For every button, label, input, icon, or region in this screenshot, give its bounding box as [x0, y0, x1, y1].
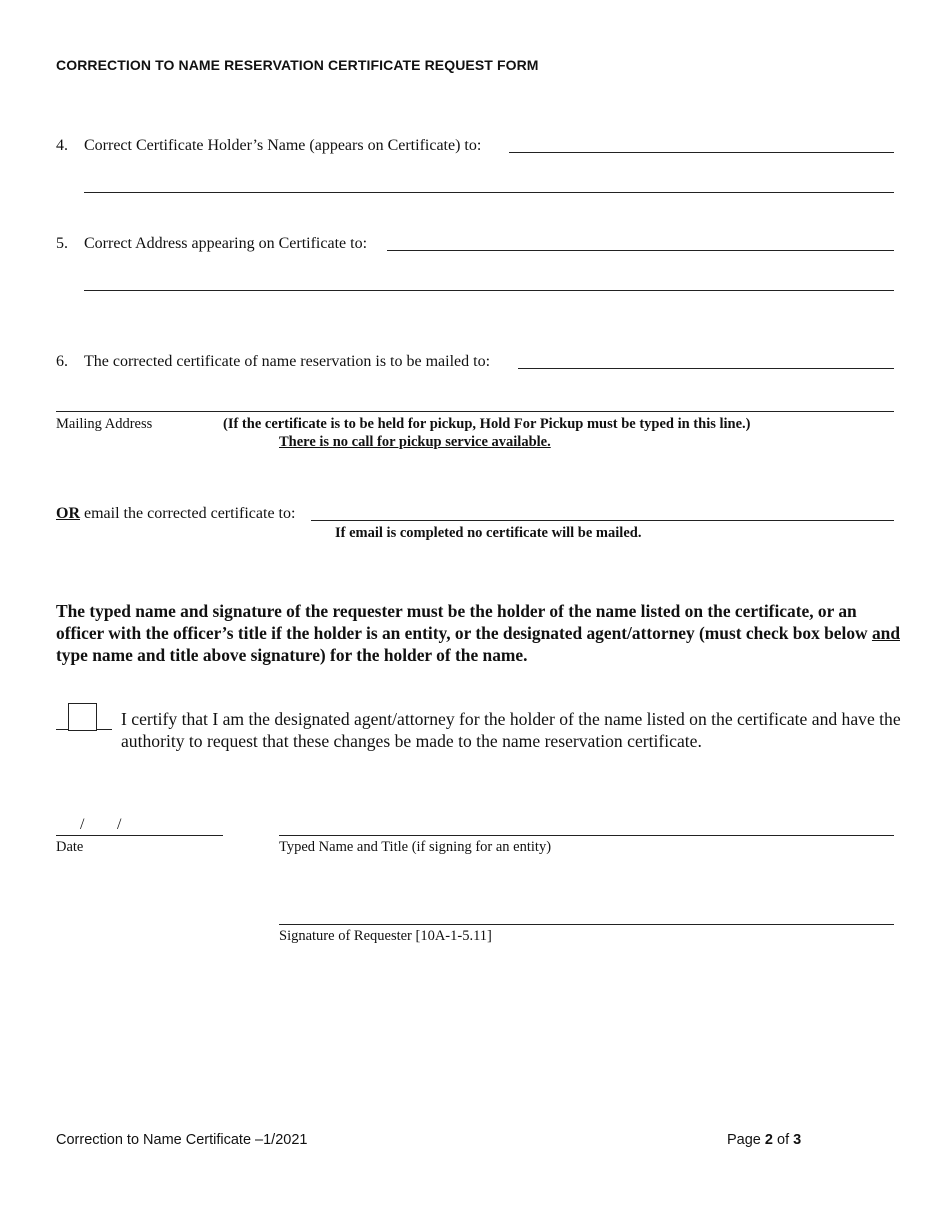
date-slash-1: /: [80, 816, 85, 833]
item-5-number: 5.: [56, 235, 68, 252]
page-current: 2: [764, 1132, 773, 1148]
item-5: [56, 235, 367, 253]
holder-name-field-line2[interactable]: [84, 192, 894, 193]
footer-page-number: [727, 1132, 801, 1148]
item-4-label: Correct Certificate Holder’s Name (appears on Certificate) to:: [84, 137, 482, 154]
mailing-address-label: Mailing Address: [56, 416, 153, 432]
requirement-paragraph: [56, 600, 901, 666]
item-4: [56, 137, 481, 155]
date-field[interactable]: [56, 835, 223, 836]
email-label: email the corrected certificate to:: [84, 505, 296, 522]
of-word: of: [777, 1132, 790, 1148]
item-6-number: 6.: [56, 353, 68, 370]
or-label: OR: [56, 505, 80, 522]
agent-certify-checkbox[interactable]: [68, 703, 97, 731]
page-word: Page: [727, 1132, 761, 1148]
requirement-and: and: [871, 623, 900, 643]
signature-field[interactable]: [279, 924, 894, 925]
form-title: CORRECTION TO NAME RESERVATION CERTIFICATE REQUEST FORM: [56, 57, 539, 73]
address-field-line2[interactable]: [84, 290, 894, 291]
date-slash-2: /: [117, 816, 122, 833]
email-note: If email is completed no certificate will be mailed.: [335, 525, 642, 541]
item-6-label: The corrected certificate of name reservation is to be mailed to:: [84, 353, 491, 370]
typed-name-field[interactable]: [279, 835, 894, 836]
item-6: [56, 353, 490, 371]
pickup-note: (If the certificate is to be held for pickup, Hold For Pickup must be typed in this line.): [223, 416, 751, 432]
certify-statement: I certify that I am the designated agent/attorney for the holder of the name listed on the certificate and have the authority to request that these changes be made to the name reservation certificate.: [121, 709, 901, 751]
footer-form-version: Correction to Name Certificate –1/2021: [56, 1132, 308, 1148]
address-field[interactable]: [387, 250, 894, 251]
no-pickup-service-note: There is no call for pickup service available.: [279, 434, 551, 450]
mailing-address-field[interactable]: [56, 411, 894, 412]
holder-name-field[interactable]: [509, 152, 894, 153]
requirement-text-2: type name and title above signature) for the holder of the name.: [56, 645, 528, 665]
email-line: [56, 505, 295, 523]
requirement-text-1: The typed name and signature of the requester must be the holder of the name listed on the certificate, or an officer with the officer’s title if the holder is an entity, or the designated agent/attorney (must check box below: [56, 601, 872, 643]
date-label: Date: [56, 839, 84, 855]
signature-label: Signature of Requester [10A-1-5.11]: [279, 928, 492, 944]
item-5-label: Correct Address appearing on Certificate to:: [84, 235, 368, 252]
typed-name-label: Typed Name and Title (if signing for an entity): [279, 839, 552, 855]
mail-to-field[interactable]: [518, 368, 894, 369]
email-field[interactable]: [311, 520, 894, 521]
page-total: 3: [793, 1132, 802, 1148]
item-4-number: 4.: [56, 137, 68, 154]
